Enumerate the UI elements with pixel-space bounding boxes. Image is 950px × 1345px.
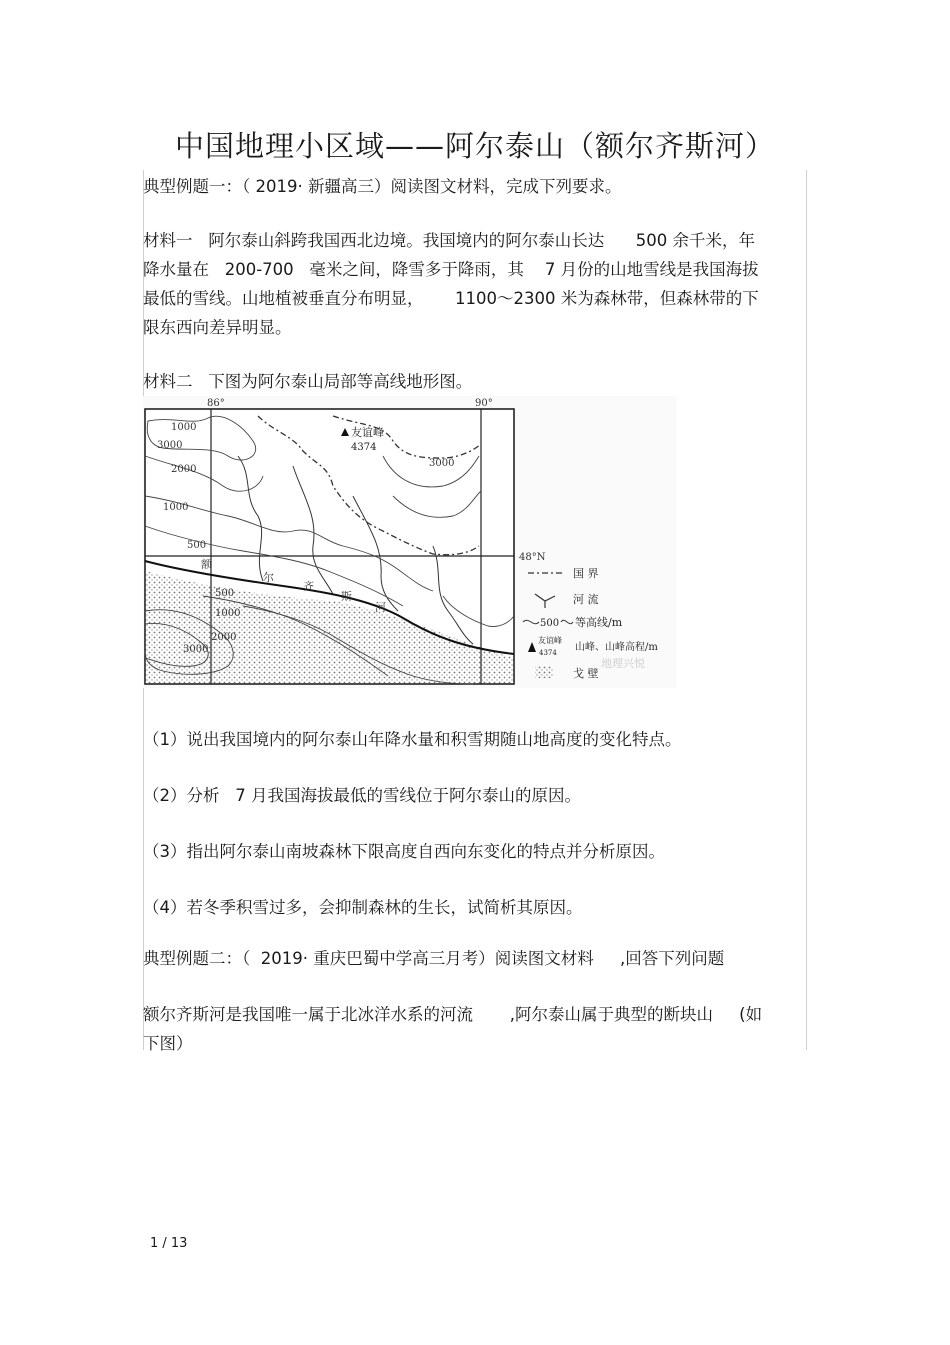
legend-sample: 500 bbox=[540, 618, 560, 629]
contour-label: 3000 bbox=[157, 440, 183, 451]
contour-label: 500 bbox=[215, 588, 235, 599]
contour-label: 500 bbox=[187, 540, 207, 551]
contour-label: 2000 bbox=[211, 632, 237, 643]
example1-heading: 典型例题一：（ 2019· 新疆高三）阅读图文材料，完成下列要求。 bbox=[143, 177, 622, 196]
material1-line: 降水量在 200-700 毫米之间，降雪多于降雨，其 7 月份的山地雪线是我国海拔 bbox=[143, 260, 759, 279]
lat-label: 48°N bbox=[519, 552, 546, 563]
river-label-char: 尔 bbox=[263, 571, 274, 584]
contour-label: 1000 bbox=[215, 608, 241, 619]
lon-label: 86° bbox=[207, 398, 225, 409]
contour-map bbox=[143, 396, 677, 688]
material1-line: 材料一 阿尔泰山斜跨我国西北边境。我国境内的阿尔泰山长达 500 余千米，年 bbox=[143, 231, 755, 250]
contour-label: 2000 bbox=[171, 464, 197, 475]
contour-label: 3000 bbox=[429, 458, 455, 469]
legend-label: 河 流 bbox=[573, 593, 599, 606]
material1-line: 限东西向差异明显。 bbox=[143, 318, 292, 337]
legend-sample: 友谊峰 bbox=[538, 636, 562, 645]
river-label-char: 河 bbox=[375, 601, 386, 614]
river-label-char: 齐 bbox=[303, 580, 314, 593]
contour-label: 1000 bbox=[171, 422, 197, 433]
material2-caption: 材料二 下图为阿尔泰山局部等高线地形图。 bbox=[143, 372, 473, 391]
legend-label: 国 界 bbox=[573, 567, 599, 580]
peak-name: 友谊峰 bbox=[351, 426, 384, 439]
gobi-symbol bbox=[535, 666, 553, 678]
peak-elevation: 4374 bbox=[351, 442, 377, 453]
contour-label: 1000 bbox=[163, 502, 189, 513]
river-label-char: 斯 bbox=[341, 590, 352, 603]
question-1: （1）说出我国境内的阿尔泰山年降水量和积雪期随山地高度的变化特点。 bbox=[143, 730, 682, 749]
legend-sample: 4374 bbox=[539, 649, 557, 657]
legend-label: 山峰、山峰高程/m bbox=[575, 642, 658, 653]
legend-label: 戈 壁 bbox=[573, 667, 599, 680]
example2-text-line: 下图） bbox=[143, 1034, 193, 1053]
legend-label: 等高线/m bbox=[575, 616, 623, 629]
material1-line: 最低的雪线。山地植被垂直分布明显， 1100～2300 米为森林带，但森林带的下 bbox=[143, 289, 759, 308]
example2-text-line: 额尔齐斯河是我国唯一属于北冰洋水系的河流 ,阿尔泰山属于典型的断块山 (如 bbox=[143, 1005, 763, 1024]
question-2: （2）分析 7 月我国海拔最低的雪线位于阿尔泰山的原因。 bbox=[143, 786, 581, 805]
question-4: （4）若冬季积雪过多，会抑制森林的生长，试简析其原因。 bbox=[143, 898, 583, 917]
page-title: 中国地理小区域——阿尔泰山（额尔齐斯河） bbox=[174, 129, 775, 163]
watermark: 地理兴悦 bbox=[601, 657, 645, 670]
question-3: （3）指出阿尔泰山南坡森林下限高度自西向东变化的特点并分析原因。 bbox=[143, 842, 665, 861]
river-label-char: 额 bbox=[201, 558, 212, 571]
page-number: 1 / 13 bbox=[150, 1236, 188, 1251]
example2-heading: 典型例题二：（ 2019· 重庆巴蜀中学高三月考）阅读图文材料 ,回答下列问题 bbox=[143, 949, 725, 968]
contour-label: 3000 bbox=[183, 644, 209, 655]
lon-label: 90° bbox=[475, 398, 493, 409]
margin-line-right bbox=[806, 170, 807, 1050]
